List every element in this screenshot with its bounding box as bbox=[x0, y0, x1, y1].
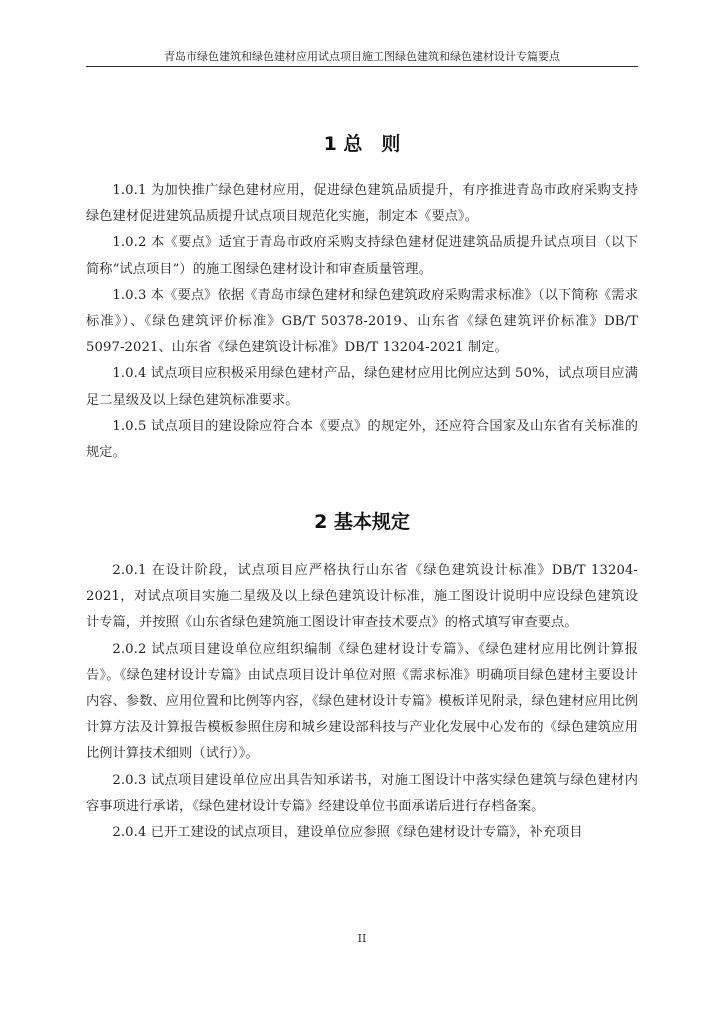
section-basic-rules-body bbox=[86, 558, 638, 846]
paragraph-1-0-1: 1.0.1 为加快推广绿色建材应用，促进绿色建筑品质提升，有序推进青岛市政府采购支持绿色建材促进建筑品质提升试点项目规范化实施，制定本《要点》。 bbox=[86, 183, 638, 225]
paragraph-2-0-3: 2.0.3 试点项目建设单位应出具告知承诺书，对施工图设计中落实绿色建筑与绿色建材内容事项进行承诺，《绿色建材设计专篇》经建设单位书面承诺后进行存档备案。 bbox=[86, 772, 638, 814]
section-title-basic-rules: 2 基本规定 bbox=[314, 511, 410, 533]
paragraph-2-0-2: 2.0.2 试点项目建设单位应组织编制《绿色建材设计专篇》、《绿色建材应用比例计算报告》。《绿色建材设计专篇》由试点项目设计单位对照《需求标准》明确项目绿色建材主要设计内容、参数、应用位置和比例等内容，《绿色建材设计专篇》模板详见附录，绿色建材应用比例计算方法及计算报告模板参照住房和城乡建设部科技与产业化发展中心发布的《绿色建筑应用比例计算技术细则（试行）》。 bbox=[86, 641, 638, 762]
section-title-general: 1 总 则 bbox=[323, 133, 401, 155]
paragraph-2-0-1: 2.0.1 在设计阶段，试点项目应严格执行山东省《绿色建筑设计标准》DB/T 13204-2021，对试点项目实施二星级及以上绿色建筑设计标准，施工图设计说明中应设绿色建筑设计专篇，并按照《山东省绿色建筑施工图设计审查技术要点》的格式填写审查要点。 bbox=[86, 563, 638, 631]
section-general-body bbox=[86, 178, 638, 466]
paragraph-1-0-2: 1.0.2 本《要点》适宜于青岛市政府采购支持绿色建材促进建筑品质提升试点项目（以下简称“试点项目”）的施工图绿色建材设计和审查质量管理。 bbox=[86, 235, 638, 277]
running-header: 青岛市绿色建筑和绿色建材应用试点项目施工图绿色建筑和绿色建材设计专篇要点 bbox=[164, 50, 560, 63]
paragraph-1-0-4: 1.0.4 试点项目应积极采用绿色建材产品，绿色建材应用比例应达到 50%，试点项目应满足二星级及以上绿色建筑标准要求。 bbox=[86, 366, 638, 408]
header-rule bbox=[86, 66, 638, 67]
page-number: II bbox=[357, 932, 367, 945]
paragraph-1-0-5: 1.0.5 试点项目的建设除应符合本《要点》的规定外，还应符合国家及山东省有关标准的规定。 bbox=[86, 418, 638, 461]
paragraph-1-0-3: 1.0.3 本《要点》依据《青岛市绿色建材和绿色建筑政府采购需求标准》（以下简称《需求标准》）、《绿色建筑评价标准》GB/T 50378-2019、山东省《绿色建筑评价标准》DB/T 5097-2021、山东省《绿色建筑设计标准》DB/T 13204-2021 制定。 bbox=[86, 287, 638, 356]
paragraph-2-0-4: 2.0.4 已开工建设的试点项目，建设单位应参照《绿色建材设计专篇》，补充项目 bbox=[112, 825, 583, 841]
